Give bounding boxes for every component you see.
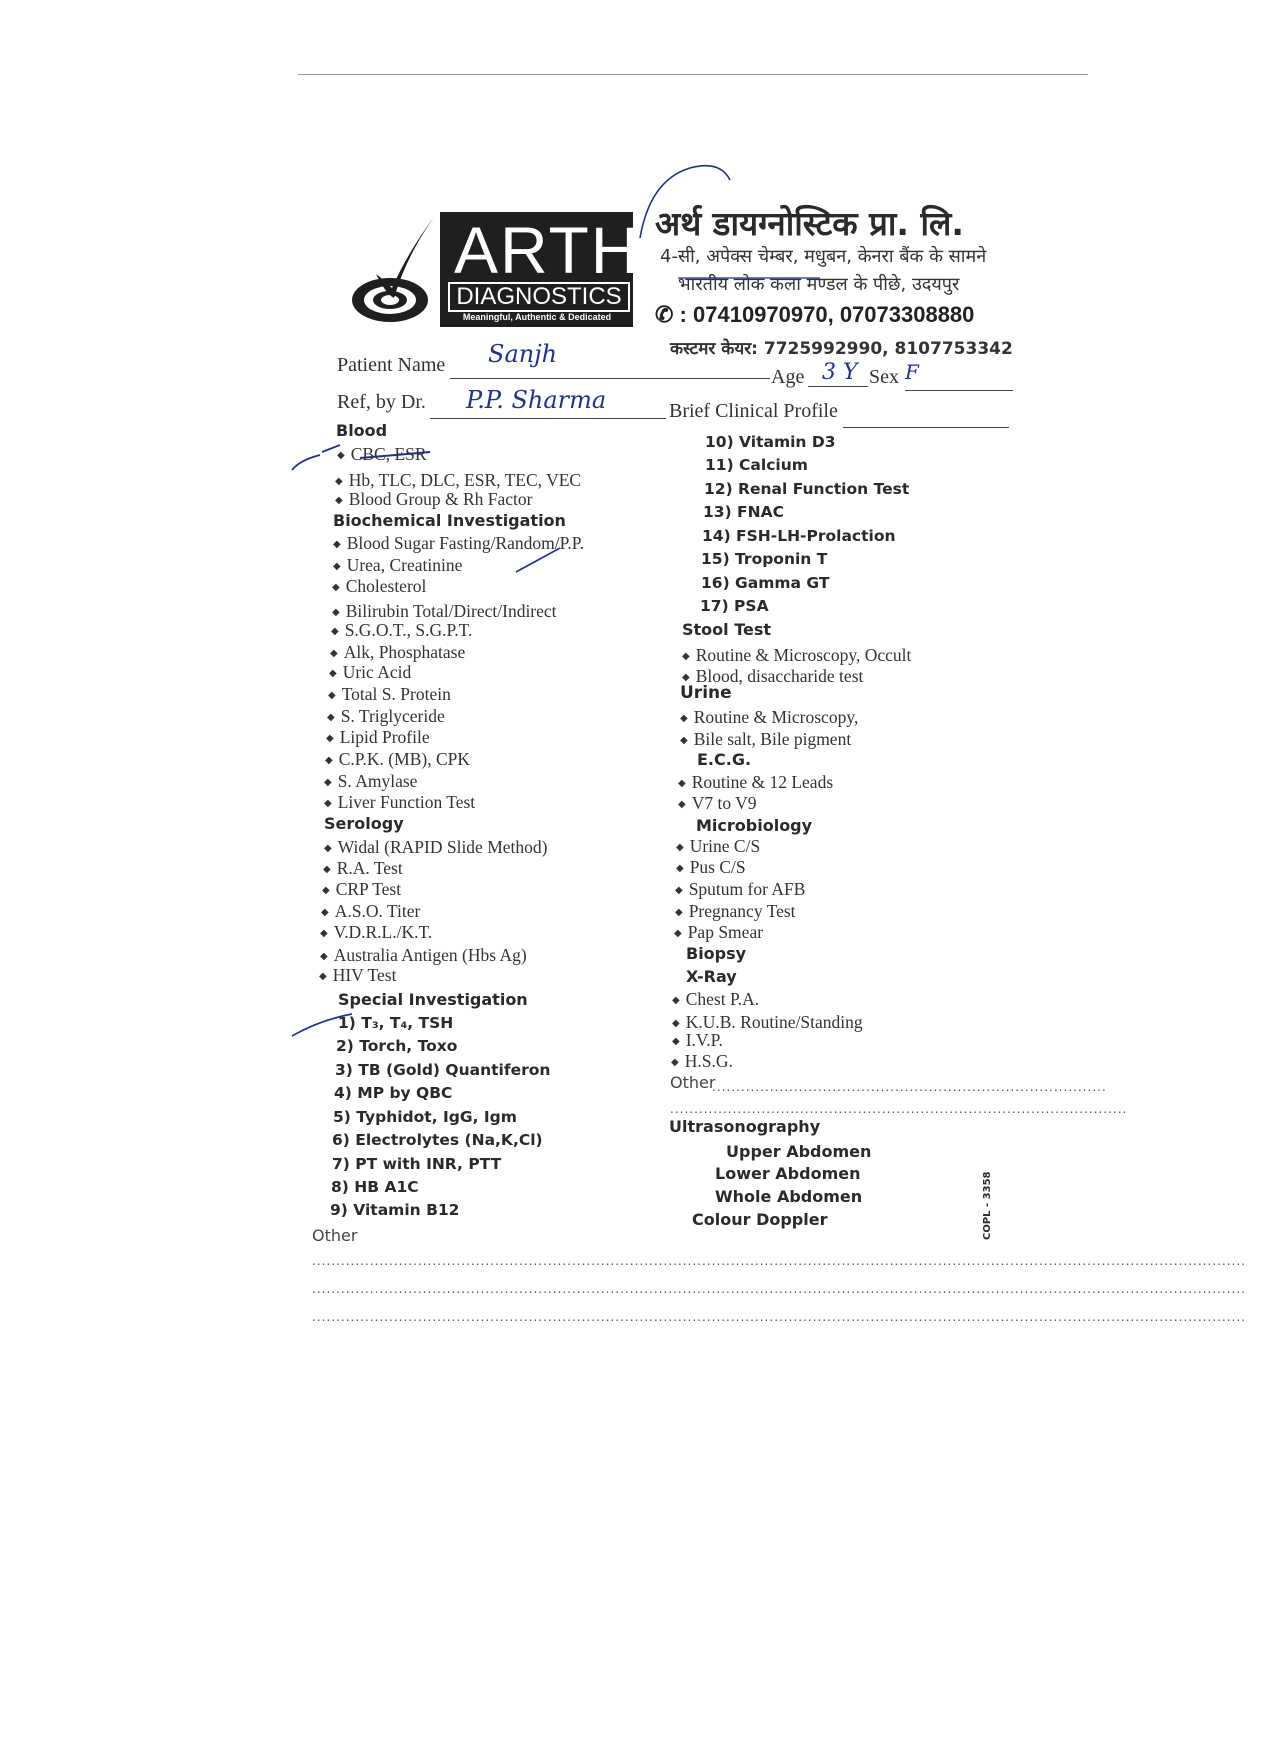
- special-item[interactable]: 3) TB (Gold) Quantiferon: [335, 1061, 551, 1079]
- patient-name-label: Patient Name: [337, 354, 446, 376]
- other-dotted-line[interactable]: ..................................................................................................................................................................................................: [312, 1282, 1247, 1296]
- biochem-item[interactable]: ◆ Cholesterol: [332, 576, 427, 596]
- address-line-2: भारतीय लोक कला मण्डल के पीछे, उदयपुर: [678, 274, 960, 295]
- biochem-item[interactable]: ◆ Urea, Creatinine: [333, 555, 463, 575]
- serology-item[interactable]: ◆ Australia Antigen (Hbs Ag): [320, 945, 527, 965]
- ref-doctor-value[interactable]: P.P. Sharma: [466, 386, 607, 414]
- other-dotted-line[interactable]: ...............................................................................................: [670, 1102, 1128, 1116]
- special-item[interactable]: 14) FSH-LH-Prolaction: [702, 527, 896, 545]
- usg-item[interactable]: Whole Abdomen: [715, 1187, 863, 1206]
- special-item[interactable]: 16) Gamma GT: [701, 574, 830, 592]
- biochem-item[interactable]: ◆ Blood Sugar Fasting/Random/P.P.: [333, 533, 584, 553]
- biochem-item[interactable]: ◆ Lipid Profile: [326, 727, 430, 747]
- special-item[interactable]: 6) Electrolytes (Na,K,Cl): [332, 1131, 543, 1149]
- sex-label: Sex: [869, 366, 899, 388]
- xray-item[interactable]: ◆ K.U.B. Routine/Standing: [672, 1012, 863, 1032]
- special-item[interactable]: 4) MP by QBC: [334, 1084, 453, 1102]
- biopsy-section-title: Biopsy: [686, 944, 747, 963]
- special-item[interactable]: 7) PT with INR, PTT: [332, 1155, 502, 1173]
- other-dotted-line[interactable]: ..................................................................................................................................................................................................: [312, 1254, 1247, 1268]
- xray-item[interactable]: ◆ H.S.G.: [671, 1051, 733, 1071]
- usg-item[interactable]: Colour Doppler: [692, 1210, 828, 1229]
- usg-item[interactable]: Upper Abdomen: [726, 1142, 872, 1161]
- microbiology-item[interactable]: ◆ Pap Smear: [674, 922, 764, 942]
- serology-section-title: Serology: [324, 814, 404, 833]
- microbiology-item[interactable]: ◆ Pregnancy Test: [675, 901, 796, 921]
- serology-item[interactable]: ◆ R.A. Test: [323, 858, 403, 878]
- other-label-right: Other: [670, 1073, 716, 1092]
- special-item[interactable]: 1) T₃, T₄, TSH: [338, 1014, 454, 1032]
- biochem-item[interactable]: ◆ Liver Function Test: [324, 792, 476, 812]
- serology-item[interactable]: ◆ CRP Test: [322, 879, 402, 899]
- xray-section-title: X-Ray: [686, 967, 737, 986]
- urine-item[interactable]: ◆ Bile salt, Bile pigment: [680, 729, 852, 749]
- phone-icon: ✆ :: [655, 302, 687, 327]
- biochem-item[interactable]: ◆ Total S. Protein: [328, 684, 451, 704]
- phone-list: 07410970970, 07073308880: [693, 302, 975, 327]
- special-item[interactable]: 15) Troponin T: [701, 550, 828, 568]
- special-item[interactable]: 8) HB A1C: [331, 1178, 419, 1196]
- biochem-section-title: Biochemical Investigation: [333, 511, 566, 530]
- special-section-title: Special Investigation: [338, 990, 528, 1009]
- biochem-item[interactable]: ◆ S.G.O.T., S.G.P.T.: [331, 620, 473, 640]
- serology-item[interactable]: ◆ Widal (RAPID Slide Method): [324, 837, 548, 857]
- microbiology-section-title: Microbiology: [696, 816, 813, 835]
- ecg-item[interactable]: ◆ Routine & 12 Leads: [678, 772, 834, 792]
- age-label: Age: [771, 366, 805, 388]
- ref-doctor-label: Ref, by Dr.: [337, 391, 426, 413]
- special-item[interactable]: 13) FNAC: [703, 503, 784, 521]
- serology-item[interactable]: ◆ A.S.O. Titer: [321, 901, 421, 921]
- logo-name: ARTH: [454, 213, 641, 287]
- special-item[interactable]: 11) Calcium: [705, 456, 808, 474]
- form-code: COPL - 3358: [982, 1171, 993, 1240]
- stool-section-title: Stool Test: [682, 620, 772, 639]
- special-item[interactable]: 17) PSA: [700, 597, 769, 615]
- biochem-item[interactable]: ◆ S. Amylase: [324, 771, 418, 791]
- urine-item[interactable]: ◆ Routine & Microscopy,: [680, 707, 859, 727]
- serology-item[interactable]: ◆ V.D.R.L./K.T.: [320, 922, 433, 942]
- special-item[interactable]: 2) Torch, Toxo: [336, 1037, 458, 1055]
- stool-item[interactable]: ◆ Blood, disaccharide test: [682, 666, 864, 686]
- microbiology-item[interactable]: ◆ Urine C/S: [676, 836, 761, 856]
- special-item[interactable]: 5) Typhidot, IgG, Igm: [333, 1108, 517, 1126]
- biochem-item[interactable]: ◆ S. Triglyceride: [327, 706, 445, 726]
- customer-care: कस्टमर केयर: 7725992990, 8107753342: [670, 339, 1013, 359]
- special-item[interactable]: 9) Vitamin B12: [330, 1201, 460, 1219]
- biochem-item[interactable]: ◆ Uric Acid: [329, 662, 412, 682]
- serology-item[interactable]: ◆ HIV Test: [319, 965, 397, 985]
- other-label-bottom: Other: [312, 1226, 358, 1245]
- special-item[interactable]: 12) Renal Function Test: [704, 480, 910, 498]
- blood-item[interactable]: ◆ Blood Group & Rh Factor: [335, 489, 533, 509]
- other-dotted-line[interactable]: ..................................................................................: [712, 1080, 1107, 1094]
- blood-section-title: Blood: [336, 421, 388, 440]
- biochem-item[interactable]: ◆ C.P.K. (MB), CPK: [325, 749, 470, 769]
- biochem-item[interactable]: ◆ Alk, Phosphatase: [330, 642, 466, 662]
- biochem-item[interactable]: ◆ Bilirubin Total/Direct/Indirect: [332, 601, 557, 621]
- xray-item[interactable]: ◆ I.V.P.: [672, 1030, 723, 1050]
- xray-item[interactable]: ◆ Chest P.A.: [672, 989, 760, 1009]
- blood-item[interactable]: ◆ CBC, ESR: [337, 444, 427, 464]
- clinical-profile-label: Brief Clinical Profile: [669, 400, 838, 422]
- company-name-hindi: अर्थ डायग्नोस्टिक प्रा. लि.: [655, 204, 964, 243]
- microbiology-item[interactable]: ◆ Pus C/S: [676, 857, 746, 877]
- stool-item[interactable]: ◆ Routine & Microscopy, Occult: [682, 645, 912, 665]
- logo-subtitle: DIAGNOSTICS: [448, 282, 630, 312]
- usg-item[interactable]: Lower Abdomen: [715, 1164, 861, 1183]
- other-dotted-line[interactable]: ..................................................................................................................................................................................................: [312, 1310, 1247, 1324]
- ecg-section-title: E.C.G.: [697, 750, 752, 769]
- microbiology-item[interactable]: ◆ Sputum for AFB: [675, 879, 806, 899]
- age-value[interactable]: 3 Y: [822, 360, 858, 385]
- sex-value[interactable]: F: [905, 360, 919, 384]
- ecg-item[interactable]: ◆ V7 to V9: [678, 793, 757, 813]
- ultrasonography-section-title: Ultrasonography: [669, 1117, 821, 1136]
- patient-name-value[interactable]: Sanjh: [488, 340, 558, 368]
- address-line-1: 4-सी, अपेक्स चेम्बर, मधुबन, केनरा बैंक के सामने: [660, 246, 987, 267]
- blood-item[interactable]: ◆ Hb, TLC, DLC, ESR, TEC, VEC: [335, 470, 582, 490]
- urine-section-title: Urine: [680, 683, 732, 703]
- logo-tagline: Meaningful, Authentic & Dedicated: [462, 312, 612, 322]
- special-item[interactable]: 10) Vitamin D3: [705, 433, 836, 451]
